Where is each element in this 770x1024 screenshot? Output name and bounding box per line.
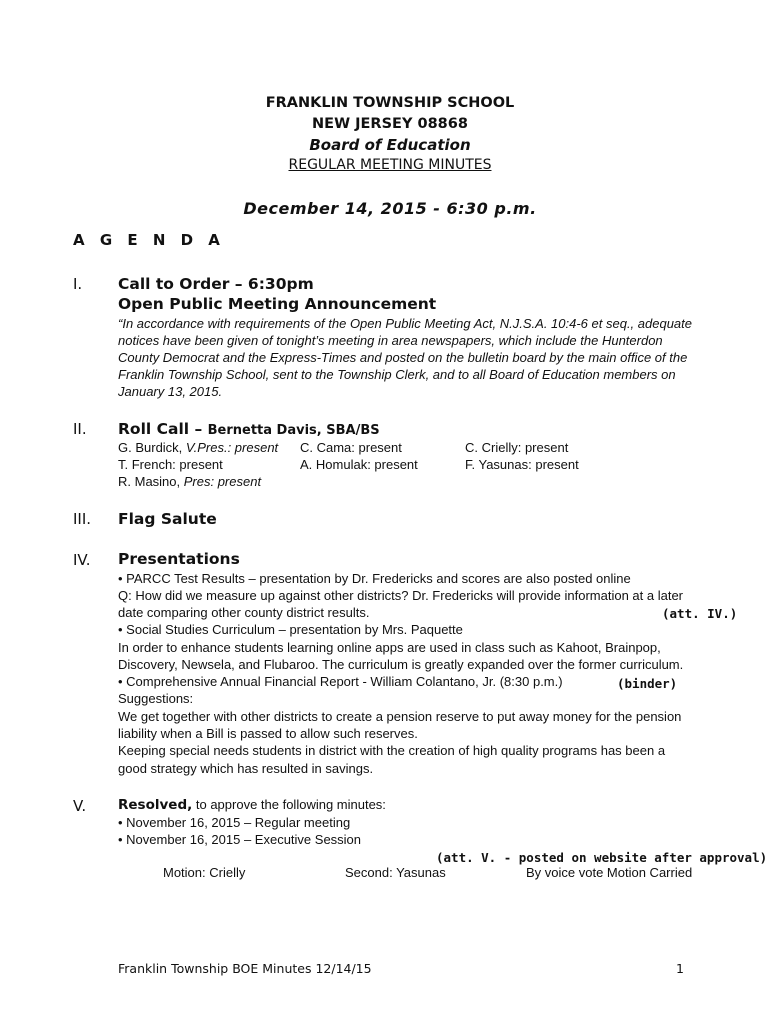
minutes-item: • November 16, 2015 – Executive Session [118,832,362,847]
presentation-line: liability when a Bill is passed to allow such reserves. [118,726,418,741]
presentation-line: In order to enhance students learning online apps are used in class such as Kahoot, Brainpop, [118,640,661,655]
roll-call-clerk: Bernetta Davis, SBA/BS [207,423,380,438]
roll-masino [118,474,261,489]
roll-burdick [118,440,278,455]
section-3-numeral: III. [73,510,92,528]
announcement-line: “In accordance with requirements of the Open Public Meeting Act, N.J.S.A. 10:4-6 et seq., adequate [118,316,692,331]
agenda-heading: A G E N D A [73,231,225,249]
section-2-title [118,420,380,438]
presentation-line: Discovery, Newsela, and Flubaroo. The curriculum is greatly expanded over the former curriculum. [118,657,684,672]
presentation-line: good strategy which has resulted in savings. [118,761,374,776]
section-4-numeral: IV. [73,551,91,569]
footer-title: Franklin Township BOE Minutes 12/14/15 [118,961,372,976]
presentation-line: • Comprehensive Annual Financial Report - William Colantano, Jr. (8:30 p.m.) [118,674,563,689]
roll-french: T. French: present [118,457,223,472]
announcement-line: January 13, 2015. [118,384,223,399]
school-name: FRANKLIN TOWNSHIP SCHOOL [265,95,515,111]
minutes-item: • November 16, 2015 – Regular meeting [118,815,351,830]
announcement-line: County Democrat and the Express-Times and posted on the bulletin board by the main office of the [118,350,688,365]
binder-note: (binder) [617,676,678,691]
section-2-numeral: II. [73,420,87,438]
resolution-text: to approve the following minutes: [192,797,386,812]
section-1-title: Call to Order – 6:30pm [118,275,314,293]
board-title: Board of Education [309,136,471,154]
presentation-line: Suggestions: [118,691,194,706]
section-1-numeral: I. [73,275,83,293]
presentation-line: • PARCC Test Results – presentation by Dr. Fredericks and scores are also posted online [118,571,631,586]
section-5-numeral: V. [73,797,87,815]
motion: Motion: Crielly [163,865,246,880]
announcement-line: notices have been given of tonight’s meeting in area newspapers, which include the Hunterdon [118,333,663,348]
page-number: 1 [676,961,684,976]
presentation-line: Q: How did we measure up against other districts? Dr. Fredericks will provide information at a later [118,588,684,603]
resolved-label: Resolved, [118,797,193,813]
state-zip: NEW JERSEY 08868 [312,116,468,132]
member-status: V.Pres.: present [185,440,279,455]
meeting-date: December 14, 2015 - 6:30 p.m. [243,199,537,218]
document-type: REGULAR MEETING MINUTES [288,157,492,173]
section-3-title: Flag Salute [118,510,217,528]
presentation-line: date comparing other county district results. [118,605,370,620]
member-status: Pres: present [183,474,262,489]
member-name: R. Masino, [118,474,184,489]
second: Second: Yasunas [345,865,446,880]
roll-call-label: Roll Call – [118,420,208,438]
attachment-note: (att. IV.) [662,606,738,621]
member-name: G. Burdick, [118,440,186,455]
presentation-line: • Social Studies Curriculum – presentation by Mrs. Paquette [118,622,463,637]
presentation-line: Keeping special needs students in district with the creation of high quality programs has been a [118,743,666,758]
roll-cama: C. Cama: present [300,440,402,455]
announcement-line: Franklin Township School, sent to the Township Clerk, and to all Board of Education members on [118,367,676,382]
section-4-title: Presentations [118,550,240,568]
vote-result: By voice vote Motion Carried [526,865,693,880]
roll-crielly: C. Crielly: present [465,440,569,455]
section-1-subtitle: Open Public Meeting Announcement [118,295,437,313]
attachment-note: (att. V. - posted on website after approval) [436,850,768,865]
roll-homulak: A. Homulak: present [300,457,418,472]
resolution-line [118,797,386,813]
roll-yasunas: F. Yasunas: present [465,457,579,472]
presentation-line: We get together with other districts to create a pension reserve to put away money for the pension [118,709,682,724]
